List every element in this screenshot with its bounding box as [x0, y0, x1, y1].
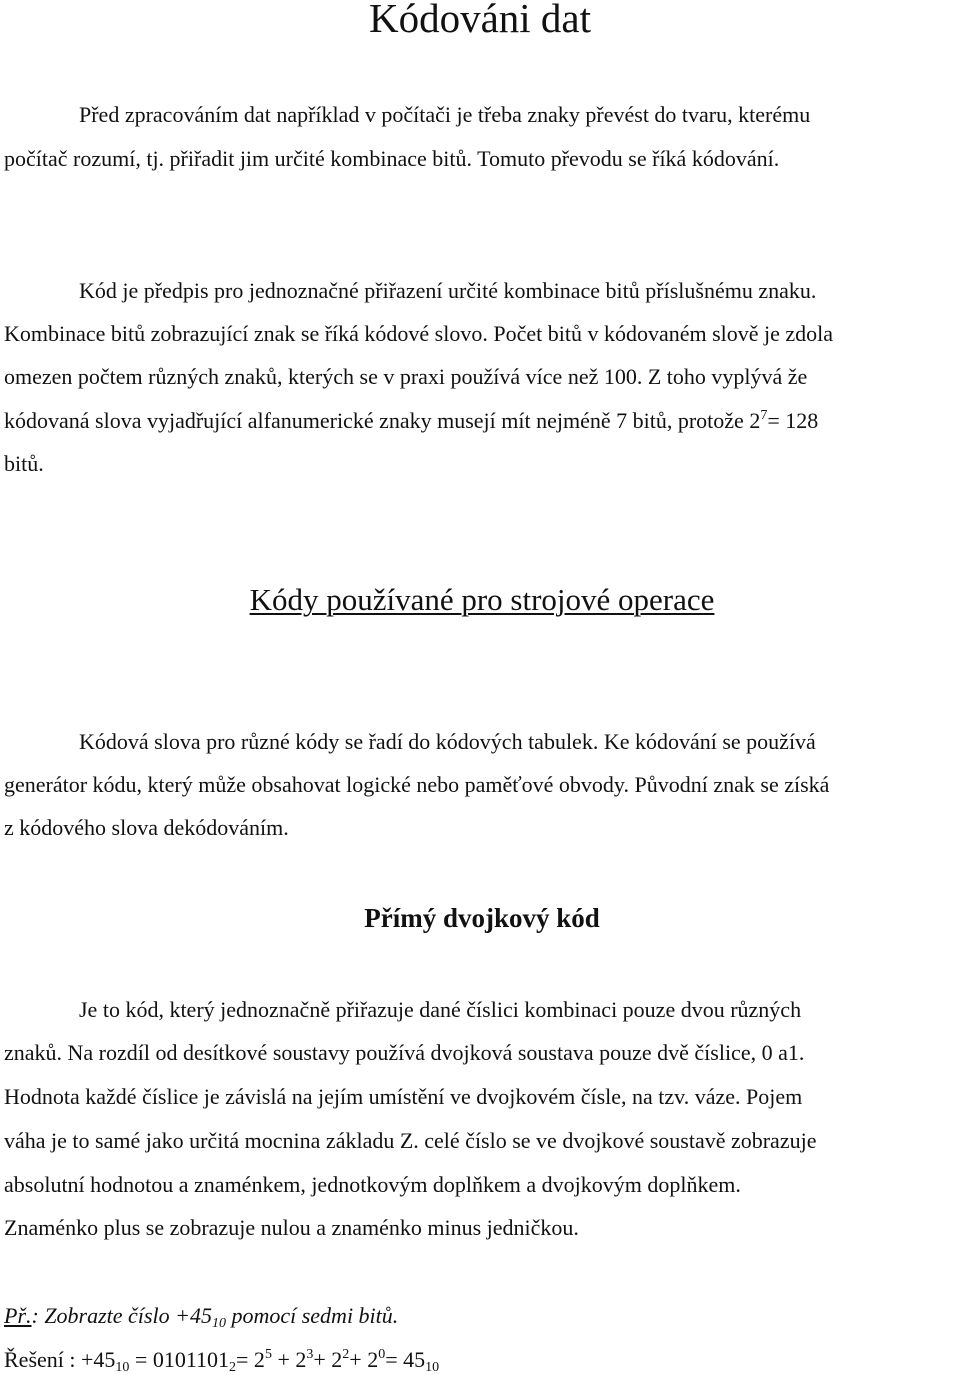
- solution-part: + 2: [313, 1347, 343, 1372]
- section-heading-machine-codes: Kódy používané pro strojové operace: [249, 582, 715, 617]
- solution-part: + 2: [349, 1347, 379, 1372]
- solution-part: = 0101101: [129, 1347, 230, 1372]
- code-line-3: omezen počtem různých znaků, kterých se v praxi používá více než 100. Z toho vyplývá že: [4, 364, 808, 389]
- solution-subscript: 10: [115, 1360, 130, 1375]
- solution-part: +45: [81, 1347, 116, 1372]
- code-line-1: Kód je předpis pro jednoznačné přiřazení určité kombinace bitů příslušnému znaku.: [79, 278, 817, 303]
- solution-exponent: 5: [264, 1347, 272, 1362]
- code-line-5: bitů.: [4, 451, 44, 476]
- example-text: : Zobrazte číslo +45: [31, 1303, 212, 1328]
- example-subscript: 10: [211, 1316, 226, 1331]
- code-line-2: Kombinace bitů zobrazující znak se říká kódové slovo. Počet bitů v kódovaném slově je zdola: [4, 321, 834, 346]
- solution-subscript: 10: [425, 1360, 440, 1375]
- intro-line-1: Před zpracováním dat například v počítači je třeba znaky převést do tvaru, kterému: [79, 102, 811, 127]
- section-heading-binary-code: Přímý dvojkový kód: [364, 903, 600, 933]
- machine-line-1: Kódová slova pro různé kódy se řadí do kódových tabulek. Ke kódování se používá: [79, 729, 816, 754]
- code-line-4: [4, 407, 818, 435]
- power-exponent: 7: [760, 408, 768, 423]
- solution-line: [4, 1346, 439, 1374]
- solution-exponent: 2: [342, 1347, 350, 1362]
- solution-exponent: 3: [306, 1347, 314, 1362]
- binary-line-3: Hodnota každé číslice je závislá na jejím umístění ve dvojkovém čísle, na tzv. váze. Pojem: [4, 1084, 803, 1109]
- binary-line-5: absolutní hodnotou a znaménkem, jednotkovým doplňkem a dvojkovým doplňkem.: [4, 1172, 741, 1197]
- binary-line-1: Je to kód, který jednoznačně přiřazuje dané číslici kombinaci pouze dvou různých: [79, 997, 802, 1022]
- solution-part: = 45: [385, 1347, 426, 1372]
- solution-part: = 2: [236, 1347, 265, 1372]
- binary-line-4: váha je to samé jako určitá mocnina základu Z. celé číslo se ve dvojkové soustavě zobrazuje: [4, 1128, 817, 1153]
- solution-part: + 2: [271, 1347, 307, 1372]
- page-title: Kódováni dat: [368, 0, 592, 41]
- example-prefix: Př.: [4, 1303, 32, 1328]
- binary-line-6: Znaménko plus se zobrazuje nulou a znaménko minus jedničkou.: [4, 1215, 579, 1240]
- code-line-4-text: kódovaná slova vyjadřující alfanumerické znaky musejí mít nejméně 7 bitů, protože 2: [4, 408, 761, 433]
- binary-line-2: znaků. Na rozdíl od desítkové soustavy používá dvojková soustava pouze dvě číslice, 0 a1.: [4, 1040, 805, 1065]
- intro-line-2: počítač rozumí, tj. přiřadit jim určité kombinace bitů. Tomuto převodu se říká kódování.: [4, 146, 780, 171]
- solution-exponent: 0: [378, 1347, 386, 1362]
- machine-line-2: generátor kódu, který může obsahovat logické nebo paměťové obvody. Původní znak se získá: [4, 772, 830, 797]
- example-task: [4, 1302, 398, 1330]
- example-text-end: pomocí sedmi bitů.: [225, 1303, 399, 1328]
- solution-label: Řešení :: [4, 1347, 81, 1372]
- machine-line-3: z kódového slova dekódováním.: [4, 815, 289, 840]
- solution-subscript: 2: [229, 1360, 237, 1375]
- code-line-4-result: = 128: [767, 408, 819, 433]
